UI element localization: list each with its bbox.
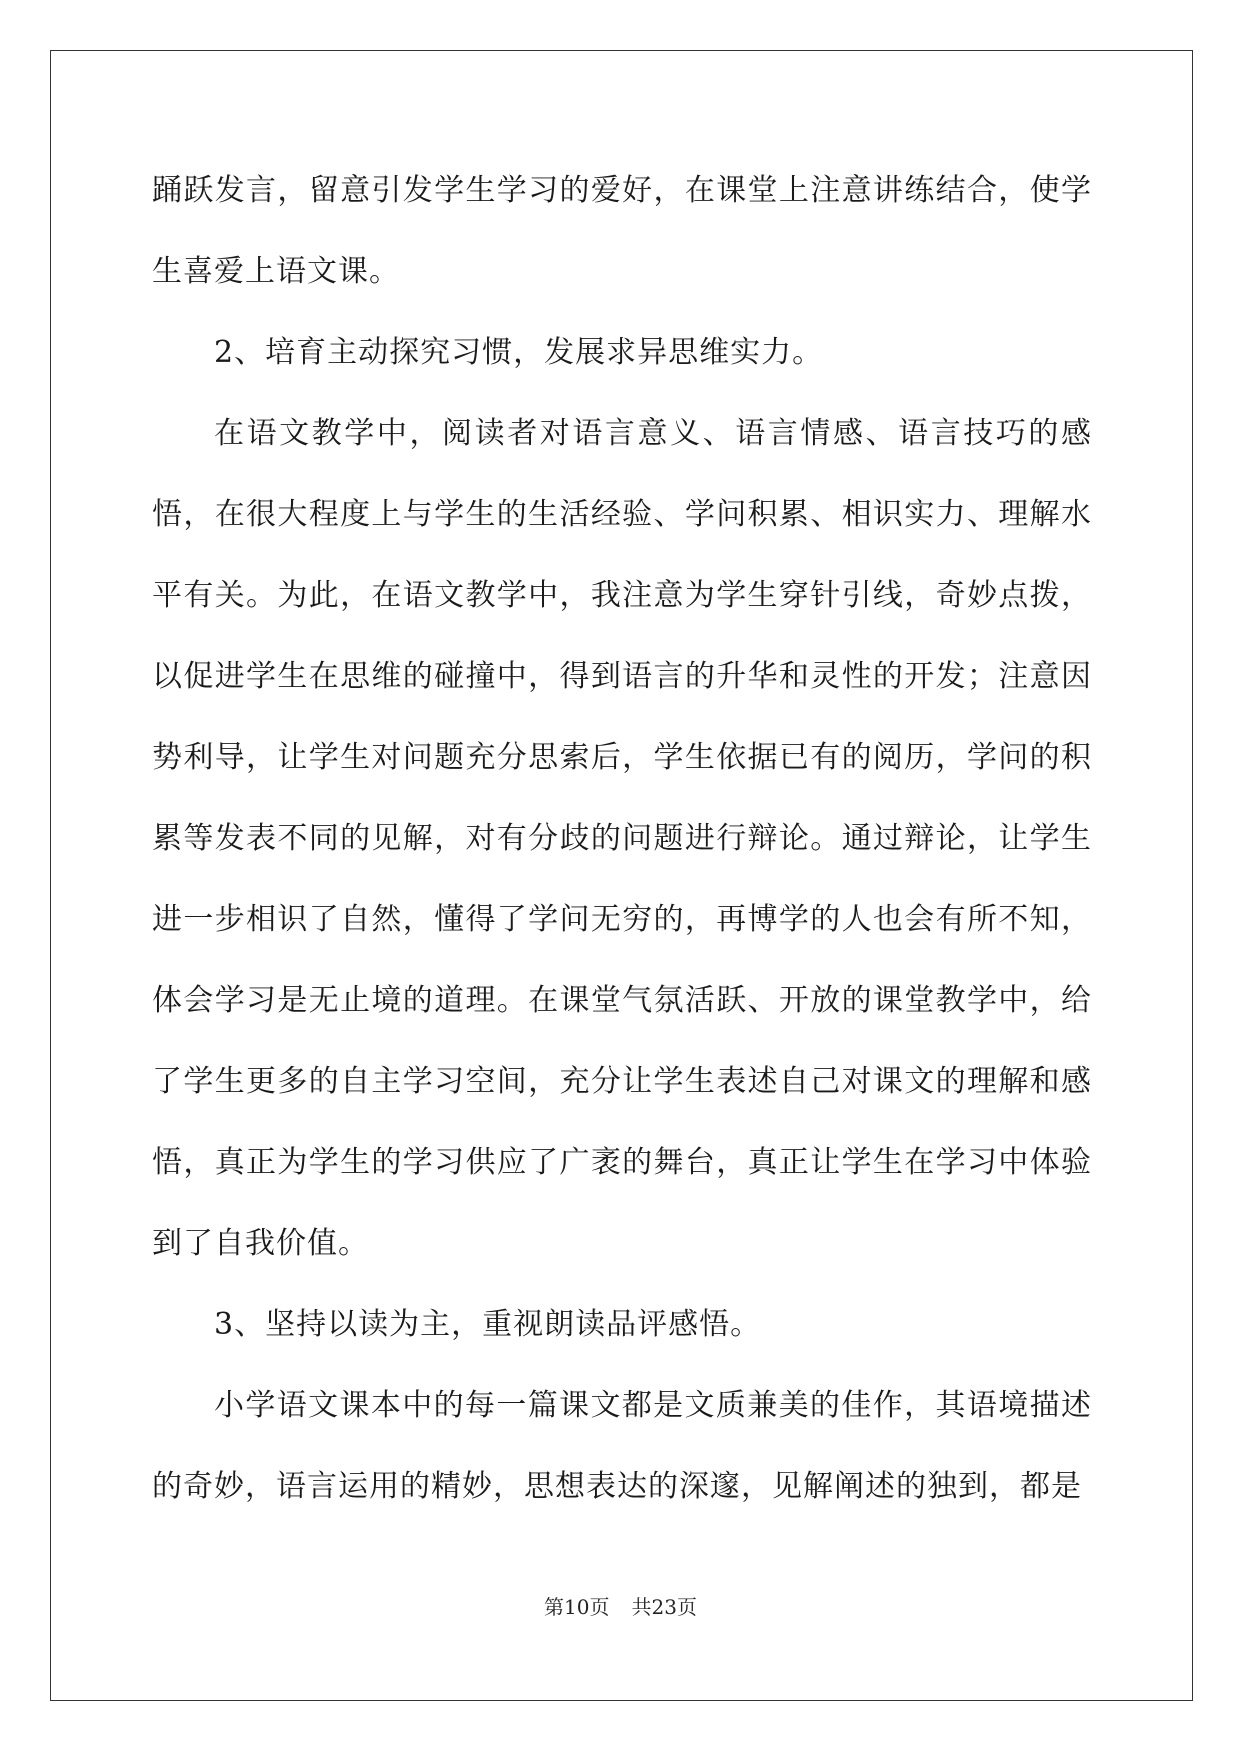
paragraph-1: 踊跃发言，留意引发学生学习的爱好，在课堂上注意讲练结合，使学生喜爱上语文课。 bbox=[152, 173, 1092, 289]
paragraph-5: 小学语文课本中的每一篇课文都是文质兼美的佳作，其语境描述的奇妙，语言运用的精妙，思想表达的深邃，见解阐述的独到，都是 bbox=[152, 1388, 1092, 1504]
page-footer bbox=[0, 1593, 1241, 1621]
paragraph-3: 在语文教学中，阅读者对语言意义、语言情感、语言技巧的感悟，在很大程度上与学生的生活经验、学问积累、相识实力、理解水平有关。为此，在语文教学中，我注意为学生穿针引线，奇妙点拨，以促进学生在思维的碰撞中，得到语言的升华和灵性的开发；注意因势利导，让学生对问题充分思索后，学生依据已有的阅历，学问的积累等发表不同的见解，对有分歧的问题进行辩论。通过辩论，让学生进一步相识了自然，懂得了学问无穷的，再博学的人也会有所不知，体会学习是无止境的道理。在课堂气氛活跃、开放的课堂教学中，给了学生更多的自主学习空间，充分让学生表述自己对课文的理解和感悟，真正为学生的学习供应了广袤的舞台，真正让学生在学习中体验到了自我价值。 bbox=[152, 416, 1092, 1261]
paragraph-heading-4: 3、坚持以读为主，重视朗读品评感悟。 bbox=[214, 1307, 762, 1342]
page-number-total: 共23页 bbox=[631, 1595, 697, 1619]
paragraph-heading-2: 2、培育主动探究习惯，发展求异思维实力。 bbox=[214, 335, 824, 370]
document-body bbox=[152, 150, 1092, 1527]
page-number-current: 第10页 bbox=[544, 1595, 610, 1619]
